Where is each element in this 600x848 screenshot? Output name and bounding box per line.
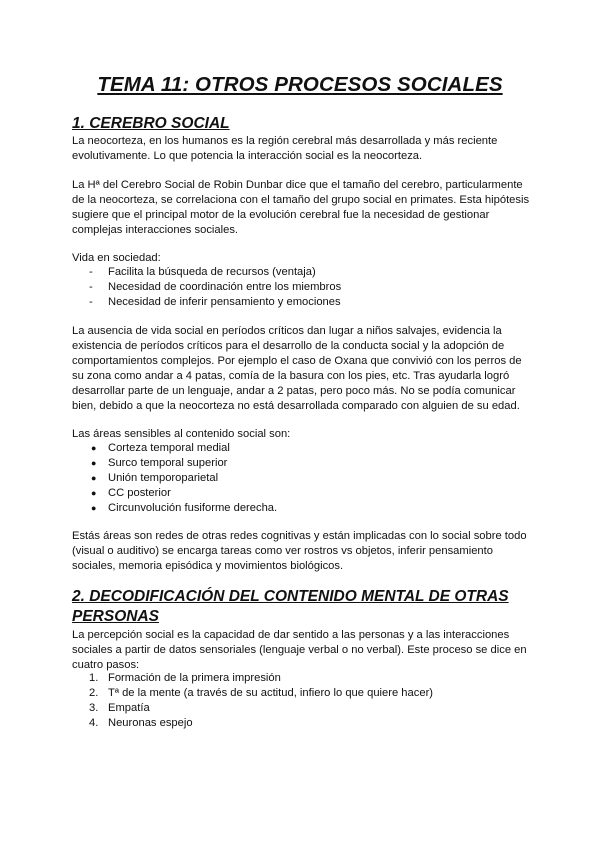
section1-paragraph-2: La Hª del Cerebro Social de Robin Dunbar dice que el tamaño del cerebro, particularmente de la neocorteza, se correlaciona con el tamaño del grupo social en primates. Esta hipótesis sugiere que el principal motor de la evolución cerebral fue la necesidad de gestionar complejas interacciones sociales.: [72, 179, 530, 236]
numbered-list: [0, 671, 433, 731]
list-item: ● Surco temporal superior: [91, 457, 228, 469]
list-item: ● Unión temporoparietal: [91, 472, 219, 484]
section1-paragraph-5: Las áreas sensibles al contenido social son:: [72, 428, 291, 440]
section1-paragraph-6: Estás áreas son redes de otras redes cognitivas y están implicadas con lo social sobre todo (visual o auditivo) se encarga tareas como ver rostros vs objetos, inferir pensamiento sociales, memoria episódica y movimientos biológicos.: [72, 530, 527, 572]
section2-paragraph-1: La percepción social es la capacidad de dar sentido a las personas y a las interacciones sociales a partir de datos sensoriales (lenguaje verbal o no verbal). Este proceso se dice en cuatro pasos:: [72, 629, 527, 671]
list-item: - Necesidad de coordinación entre los miembros: [89, 281, 342, 293]
dash-list: [0, 265, 341, 310]
section1-paragraph-3: Vida en sociedad:: [72, 252, 161, 264]
section1-heading: 1. CEREBRO SOCIAL: [72, 115, 230, 132]
list-item: ● Circunvolución fusiforme derecha.: [91, 502, 278, 514]
section2-heading: 2. DECODIFICACIÓN DEL CONTENIDO MENTAL DE OTRAS PERSONAS: [72, 588, 509, 625]
list-item: 4. Neuronas espejo: [89, 717, 193, 729]
list-item: - Necesidad de inferir pensamiento y emociones: [89, 296, 341, 308]
list-item: 2. Tª de la mente (a través de su actitud, infiero lo que quiere hacer): [89, 687, 434, 699]
section1-paragraph-4: La ausencia de vida social en períodos críticos dan lugar a niños salvajes, evidencia la existencia de períodos críticos para el desarrollo de la conducta social y la adopción de comportamientos complejos. Por ejemplo el caso de Oxana que convivió con los perros de su zona como andar a 4 patas, comía de la basura con los pies, etc. Tras ayudarla logró desarrollar parte de un lenguaje, andar a 2 patas, pero poco más. No se podía comunicar bien, debido a que la neocorteza no está desarrollada comparado con alguien de su edad.: [72, 325, 522, 412]
list-item: - Facilita la búsqueda de recursos (ventaja): [89, 266, 316, 278]
list-item: ● Corteza temporal medial: [91, 442, 230, 454]
list-item: ● CC posterior: [91, 487, 171, 499]
list-item: 3. Empatía: [89, 702, 150, 714]
list-item: 1. Formación de la primera impresión: [89, 672, 281, 684]
bullet-list: [0, 441, 277, 516]
section1-paragraph-1: La neocorteza, en los humanos es la región cerebral más desarrollada y más reciente evolutivamente. Lo que potencia la interacción social es la neocorteza.: [72, 135, 498, 162]
page-title: TEMA 11: OTROS PROCESOS SOCIALES: [97, 73, 503, 96]
